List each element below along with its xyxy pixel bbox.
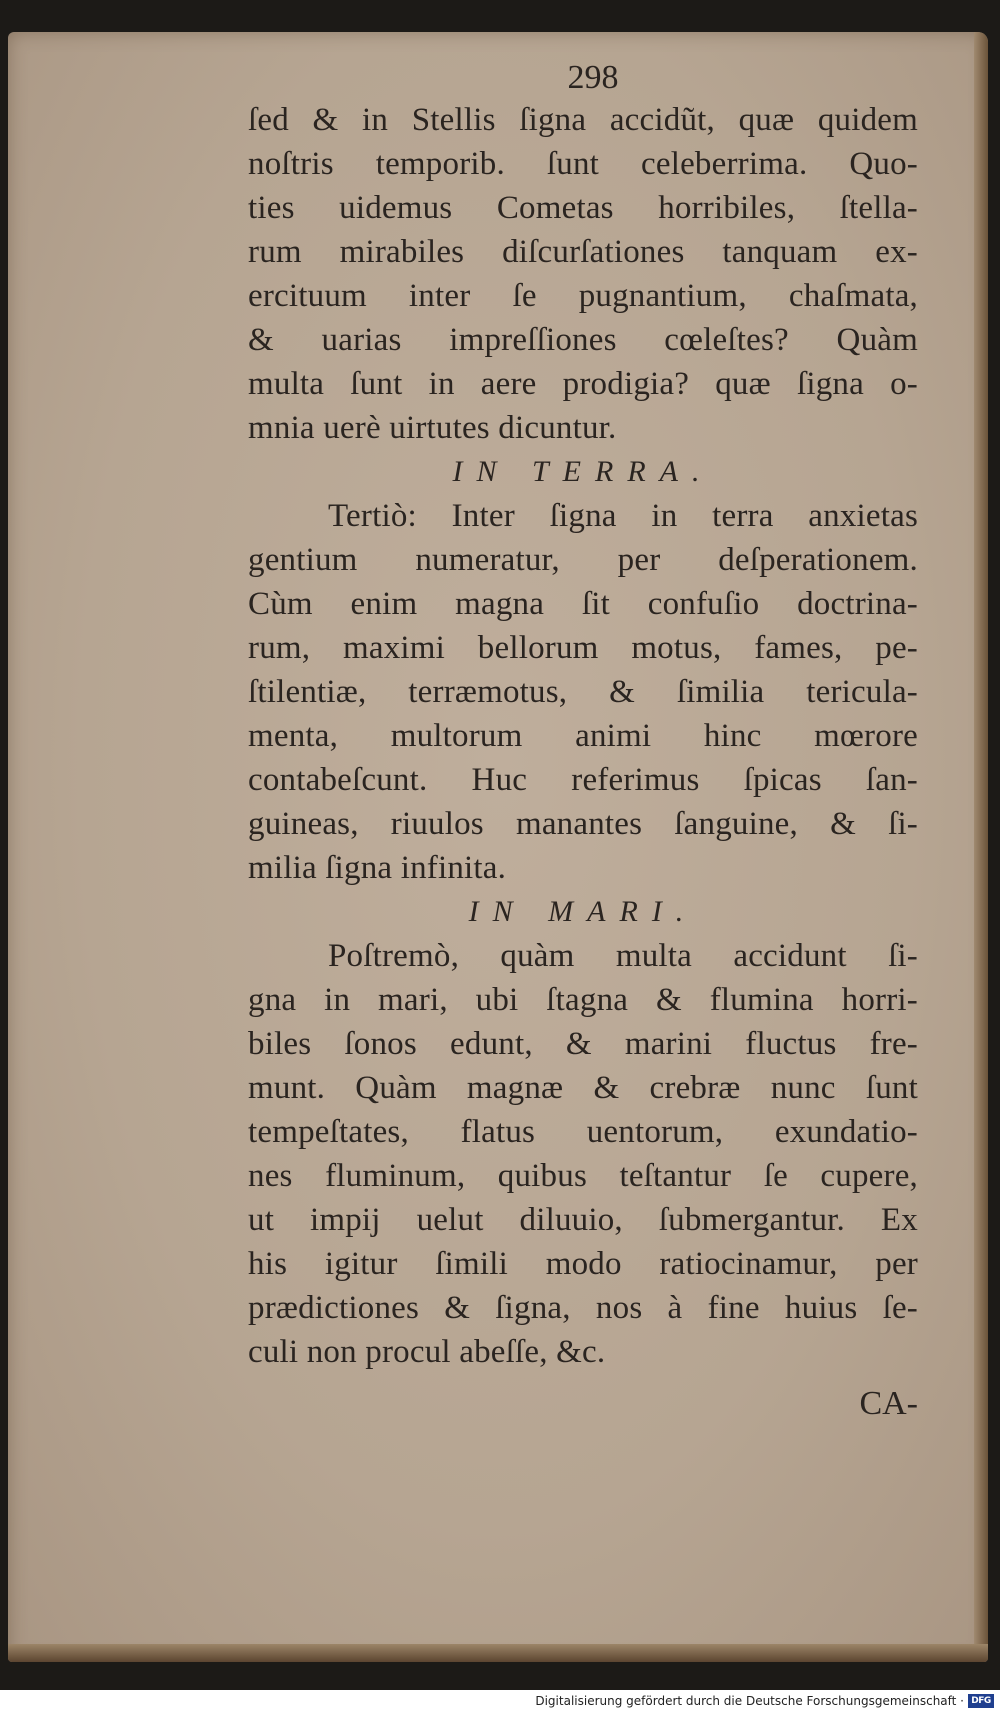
text-line: prædictiones & ſigna, nos à fine huius ſe- — [248, 1290, 918, 1326]
text-line: contabeſcunt. Huc referimus ſpicas ſan- — [248, 762, 918, 798]
page-edge-bottom — [8, 1644, 988, 1662]
text-line: gna in mari, ubi ſtagna & flumina horri- — [248, 982, 918, 1018]
footer-credit-text: Digitalisierung gefördert durch die Deutsche Forschungsgemeinschaft · — [535, 1694, 964, 1708]
text-line: rum mirabiles diſcurſationes tanquam ex- — [248, 234, 918, 270]
text-line: rum, maximi bellorum motus, fames, pe- — [248, 630, 918, 666]
catchword: CA- — [859, 1385, 918, 1422]
text-line: ſed & in Stellis ſigna accidũt, quæ quidem — [248, 102, 918, 138]
text-line: milia ſigna infinita. — [248, 850, 507, 886]
text-line: Poſtremò, quàm multa accidunt ſi- — [328, 938, 918, 974]
text-line: ties uidemus Cometas horribiles, ſtella- — [248, 190, 918, 226]
page-text — [248, 58, 918, 1430]
section-heading-in-mari: IN MARI. — [468, 895, 698, 928]
dfg-logo: DFG — [968, 1694, 994, 1708]
text-line: menta, multorum animi hinc mœrore — [248, 718, 918, 754]
text-line: culi non procul abeſſe, &c. — [248, 1334, 606, 1370]
text-line: biles ſonos edunt, & marini fluctus fre- — [248, 1026, 918, 1062]
text-line: & uarias impreſſiones cœleſtes? Quàm — [248, 322, 918, 358]
text-line: noſtris temporib. ſunt celeberrima. Quo- — [248, 146, 918, 182]
text-line: guineas, riuulos manantes ſanguine, & ſi- — [248, 806, 918, 842]
text-line: gentium numeratur, per deſperationem. — [248, 542, 918, 578]
text-line: munt. Quàm magnæ & crebræ nunc ſunt — [248, 1070, 918, 1106]
text-line: his igitur ſimili modo ratiocinamur, per — [248, 1246, 918, 1282]
page-edge-right — [974, 32, 988, 1662]
paragraph-mari — [248, 934, 918, 1374]
text-line: Cùm enim magna ſit confuſio doctrina- — [248, 586, 918, 622]
text-line: multa ſunt in aere prodigia? quæ ſigna o- — [248, 366, 918, 402]
text-line: ut impij uelut diluuio, ſubmergantur. Ex — [248, 1202, 918, 1238]
text-line: Tertiò: Inter ſigna in terra anxietas — [328, 498, 918, 534]
paragraph-terra — [248, 494, 918, 890]
text-line: tempeſtates, flatus uentorum, exundatio- — [248, 1114, 918, 1150]
text-line: ercituum inter ſe pugnantium, chaſmata, — [248, 278, 918, 314]
text-line: nes fluminum, quibus teſtantur ſe cupere, — [248, 1158, 918, 1194]
paragraph-stellis — [248, 98, 918, 450]
page-number: 298 — [567, 59, 619, 96]
text-line: mnia uerè uirtutes dicuntur. — [248, 410, 617, 446]
digitization-footer — [0, 1690, 1000, 1712]
text-line: ſtilentiæ, terræmotus, & ſimilia tericula- — [248, 674, 918, 710]
section-heading-in-terra: IN TERRA. — [452, 455, 714, 488]
